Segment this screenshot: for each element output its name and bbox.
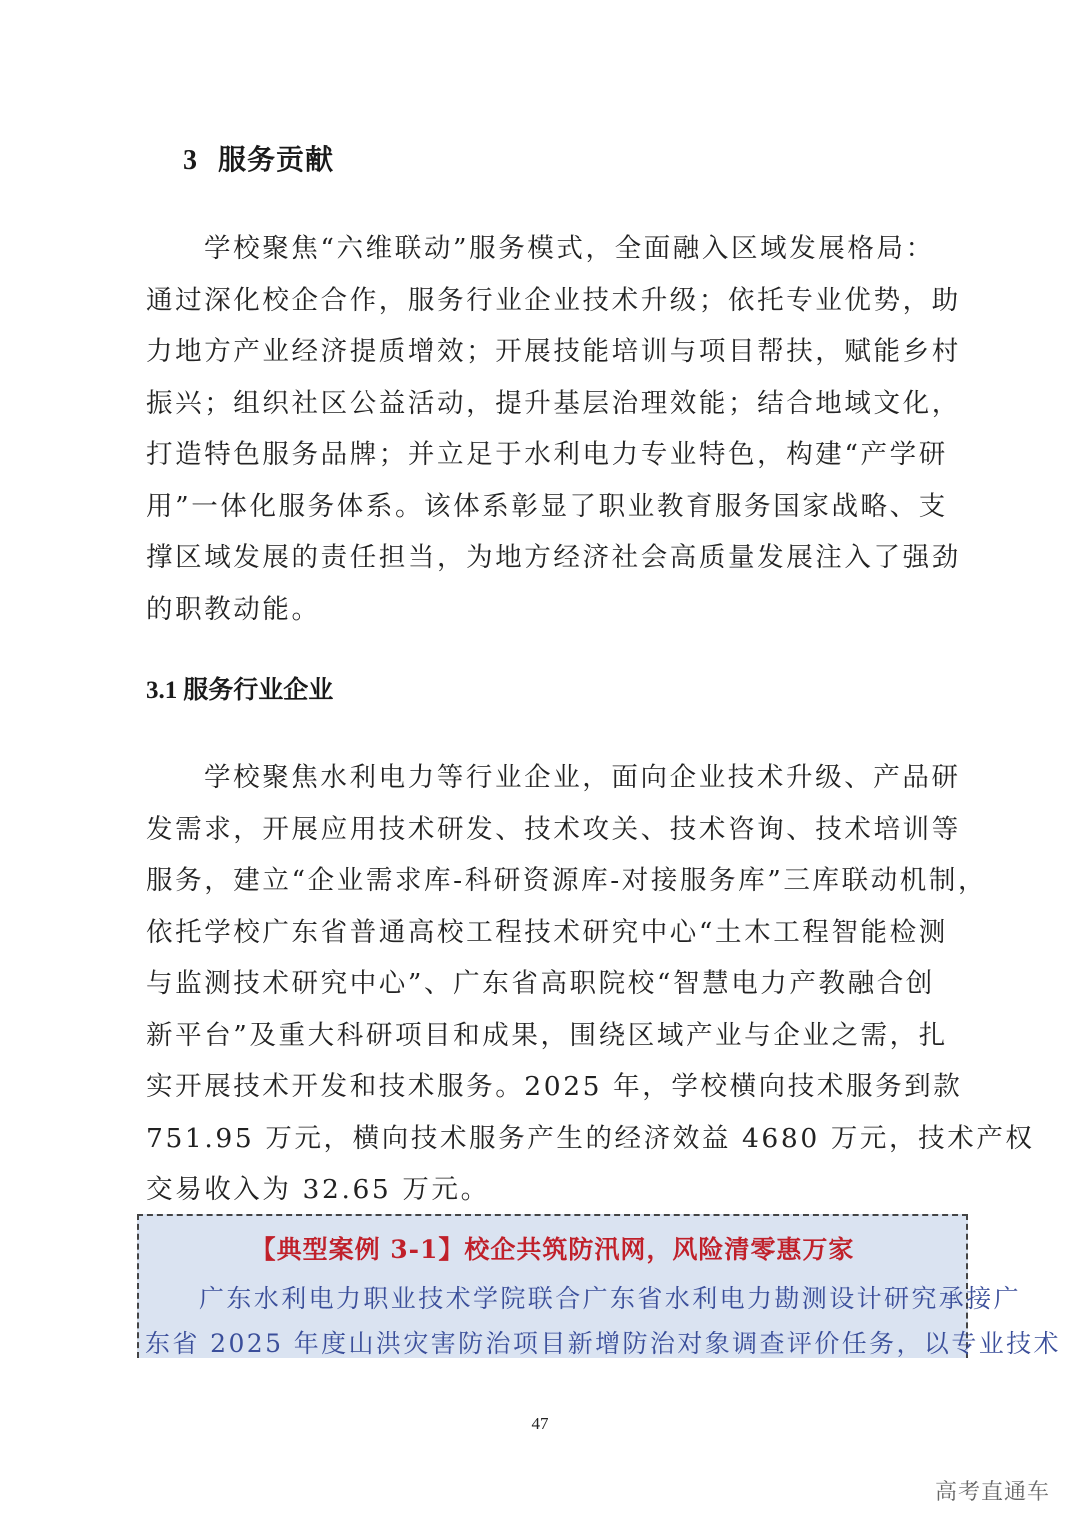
section-intro-paragraph: [146, 223, 962, 635]
paragraph-line: 学校聚焦“六维联动”服务模式，全面融入区域发展格局：: [204, 233, 935, 264]
watermark: 高考直通车: [934, 1480, 1050, 1505]
subsection-body-paragraph: [146, 752, 1035, 1216]
typical-case-box: [137, 1214, 1061, 1358]
paragraph-line: 751.95 万元，横向技术服务产生的经济效益 4680 万元，技术产权: [146, 1122, 1035, 1154]
case-text-line: 东省 2025 年度山洪灾害防治项目新增防治对象调查评价任务，以专业技术: [145, 1329, 1061, 1358]
paragraph-line: 振兴；组织社区公益活动，提升基层治理效能；结合地域文化，: [146, 387, 961, 419]
case-text: [145, 1276, 1061, 1366]
subsection-number: 3.1: [146, 677, 178, 704]
paragraph-line: 通过深化校企合作，服务行业企业技术升级；依托专业优势，助: [146, 284, 961, 316]
paragraph-line: 用”一体化服务体系。该体系彰显了职业教育服务国家战略、支: [146, 490, 948, 522]
paragraph-line: 发需求，开展应用技术研发、技术攻关、技术咨询、技术培训等: [146, 813, 961, 845]
paragraph-line: 打造特色服务品牌；并立足于水利电力专业特色，构建“产学研: [146, 439, 948, 470]
paragraph-line: 新平台”及重大科研项目和成果，围绕区域产业与企业之需，扎: [146, 1019, 948, 1051]
paragraph-line: 力地方产业经济提质增效；开展技能培训与项目帮扶，赋能乡村: [146, 336, 961, 367]
section-number: 3: [183, 145, 198, 176]
section-title: 服务贡献: [218, 143, 335, 176]
paragraph-line: 撑区域发展的责任担当，为地方经济社会高质量发展注入了强劲: [146, 542, 961, 573]
paragraph-line: 的职教动能。: [146, 593, 321, 625]
section-heading: [183, 138, 334, 178]
paragraph-line: 与监测技术研究中心”、广东省高职院校“智慧电力产教融合创: [146, 968, 935, 999]
subsection-title: 服务行业企业: [183, 675, 334, 704]
paragraph-line: 交易收入为 32.65 万元。: [146, 1174, 490, 1205]
paragraph-line: 服务，建立“企业需求库-科研资源库-对接服务库”三库联动机制，: [146, 865, 988, 896]
paragraph-line: 依托学校广东省普通高校工程技术研究中心“土木工程智能检测: [146, 916, 948, 948]
paragraph-line: 实开展技术开发和技术服务。2025 年，学校横向技术服务到款: [146, 1071, 963, 1102]
case-text-line: 广东水利电力职业技术学院联合广东省水利电力勘测设计研究承接广: [199, 1284, 1022, 1313]
case-title: 【典型案例 3-1】校企共筑防汛网，风险清零惠万家: [250, 1235, 855, 1264]
subsection-heading: [146, 670, 333, 706]
paragraph-line: 学校聚焦水利电力等行业企业，面向企业技术升级、产品研: [204, 762, 961, 793]
page-number: 47: [531, 1414, 549, 1433]
